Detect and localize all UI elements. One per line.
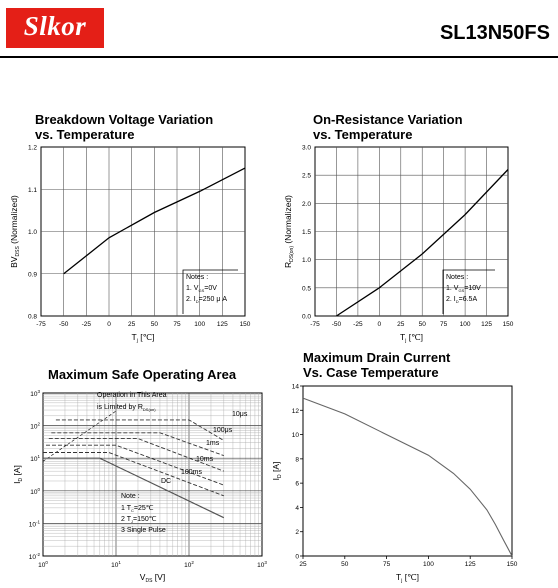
chart1-title-line2: vs. Temperature <box>35 127 135 142</box>
chart4-y-tick-label: 2 <box>295 529 299 537</box>
chart3-note-1: 1 $T_C=25℃$ <box>121 505 154 513</box>
chart1-x-tick-label: 150 <box>239 321 251 328</box>
chart2-x-tick-label: 125 <box>481 321 492 328</box>
chart4-x-tick-label: 50 <box>341 561 349 568</box>
chart3-notes-heading: Note : <box>121 493 140 500</box>
part-number: SL13N50FS <box>439 22 550 44</box>
chart3-note-3: 3 Single Pulse <box>121 527 166 534</box>
chart1-x-axis-label: $T_j$ [℃] <box>131 332 155 344</box>
chart3-series-label: DC <box>161 478 172 485</box>
chart4-x-tick-label: 125 <box>464 561 476 568</box>
chart3-series-label: 10μs <box>232 411 248 418</box>
chart1-x-tick-label: 25 <box>128 321 136 328</box>
chart1-note-2: 2. $I_D=250$ μ A <box>186 296 227 304</box>
chart3-region-text-2: is Limited by $R_{DS(on)}$ <box>97 404 156 412</box>
chart1-y-tick-label: 0.8 <box>27 313 37 321</box>
chart2-x-tick-label: 150 <box>502 321 514 328</box>
chart3-series-line <box>46 445 224 485</box>
chart2-y-axis-label: $R_{DS(on)}$ (Normalized) <box>283 195 295 268</box>
chart2-x-tick-label: 100 <box>459 321 471 328</box>
chart1-title-line1: Breakdown Voltage Variation <box>35 112 214 127</box>
chart2-x-tick-label: -50 <box>331 321 342 328</box>
chart1-x-tick-label: 50 <box>150 321 158 328</box>
chart4-plot-frame <box>303 386 512 556</box>
chart3-x-tick-label: $10^3$ <box>257 560 267 569</box>
chart1-x-tick-label: 100 <box>194 321 206 328</box>
chart3-y-tick-label: $10^3$ <box>30 389 40 398</box>
chart2-y-tick-label: 2.0 <box>301 200 311 208</box>
chart2-x-axis-label: $T_j$ [℃] <box>400 332 423 344</box>
chart3-x-tick-label: $10^2$ <box>184 560 194 569</box>
chart4-y-tick-label: 0 <box>295 553 299 561</box>
chart2-x-tick-label: -75 <box>310 321 320 328</box>
chart1-y-tick-label: 1.0 <box>27 229 37 236</box>
chart2-x-tick-label: -25 <box>353 321 363 328</box>
brand-logo-text: Slkor <box>23 11 87 41</box>
chart1-notes-heading: Notes : <box>186 274 209 281</box>
chart1-note-1: 1. $V_{GS}=0V$ <box>186 285 217 293</box>
chart2-y-tick-label: 1.5 <box>301 229 311 236</box>
chart2-x-tick-label: 50 <box>418 321 426 328</box>
chart2-title-line1: On-Resistance Variation <box>313 112 463 127</box>
chart4-x-tick-label: 25 <box>299 561 307 568</box>
chart2-y-tick-label: 1.0 <box>301 257 311 265</box>
chart4-y-tick-label: 12 <box>291 407 299 415</box>
chart4-y-tick-label: 10 <box>291 432 299 440</box>
chart1-x-tick-label: -25 <box>81 321 92 328</box>
chart3-series-label: 100μs <box>213 427 233 434</box>
chart3-y-tick-label: $10^0$ <box>30 486 40 496</box>
chart2-y-tick-label: 0.0 <box>301 313 311 321</box>
chart3-region-text-1: Operation in This Area <box>97 392 167 399</box>
chart4-x-tick-label: 75 <box>382 561 391 568</box>
chart4-series-line <box>303 398 512 556</box>
chart3-y-tick-label: $10^{-1}$ <box>28 519 40 529</box>
chart4-y-tick-label: 4 <box>295 504 299 512</box>
chart2-title-line2: vs. Temperature <box>313 127 413 142</box>
chart3-y-tick-label: $10^2$ <box>30 421 40 431</box>
chart3-series-label: 100ms <box>181 469 203 476</box>
chart1-x-tick-label: -50 <box>58 321 69 328</box>
chart1-y-tick-label: 1.1 <box>27 186 37 194</box>
chart3-series-line <box>56 420 224 441</box>
chart2-x-tick-label: 75 <box>440 321 448 328</box>
chart2-note-1: 1. $V_{GS}=10V$ <box>446 285 481 293</box>
chart3-series-line <box>51 433 224 456</box>
chart3-series-label: 10ms <box>196 456 214 463</box>
chart3-title: Maximum Safe Operating Area <box>48 367 237 382</box>
chart3-series-label: 1ms <box>206 440 220 447</box>
chart4-title-line2: Vs. Case Temperature <box>303 365 439 380</box>
chart2-y-tick-label: 2.5 <box>301 172 311 180</box>
chart4-y-tick-label: 14 <box>291 383 299 391</box>
chart3-note-2: 2 $T_J=150℃$ <box>121 516 157 524</box>
chart1-x-tick-label: 0 <box>107 321 111 328</box>
chart1-x-tick-label: 75 <box>173 321 181 328</box>
chart2-notes-heading: Notes : <box>446 274 469 281</box>
chart4-y-tick-label: 8 <box>295 456 299 464</box>
chart2-y-tick-label: 3.0 <box>301 144 311 152</box>
chart3-x-tick-label: $10^0$ <box>38 560 48 569</box>
chart4-x-tick-label: 150 <box>506 561 518 568</box>
chart4-x-axis-label: $T_j$ [℃] <box>396 572 419 584</box>
chart1-y-tick-label: 1.2 <box>27 144 37 152</box>
chart3-x-axis-label: $V_{DS}$ [V] <box>139 572 166 584</box>
chart1-x-tick-label: -75 <box>36 321 46 328</box>
chart1-y-axis-label: $BV_{DSS}$ (Normalized) <box>9 195 21 268</box>
chart3-y-tick-label: $10^{-2}$ <box>28 552 40 561</box>
chart3-series-line <box>49 439 224 472</box>
chart3-x-tick-label: $10^1$ <box>111 560 121 569</box>
chart1-x-tick-label: 125 <box>216 321 228 328</box>
chart3-rdson-limit-line <box>43 411 116 461</box>
chart4-x-tick-label: 100 <box>422 561 434 568</box>
chart2-note-2: 2. $I_D=6.5A$ <box>446 296 478 304</box>
chart2-y-tick-label: 0.5 <box>301 285 311 293</box>
chart1-y-tick-label: 0.9 <box>27 271 37 279</box>
chart2-x-tick-label: 25 <box>397 321 405 328</box>
chart3-y-axis-label: $I_D$ [A] <box>12 465 24 484</box>
chart4-y-tick-label: 6 <box>295 480 299 488</box>
chart3-y-tick-label: $10^1$ <box>30 454 40 464</box>
chart4-title-line1: Maximum Drain Current <box>303 350 451 365</box>
chart2-x-tick-label: 0 <box>377 321 382 328</box>
chart4-y-axis-label: $I_D$ [A] <box>271 461 283 481</box>
